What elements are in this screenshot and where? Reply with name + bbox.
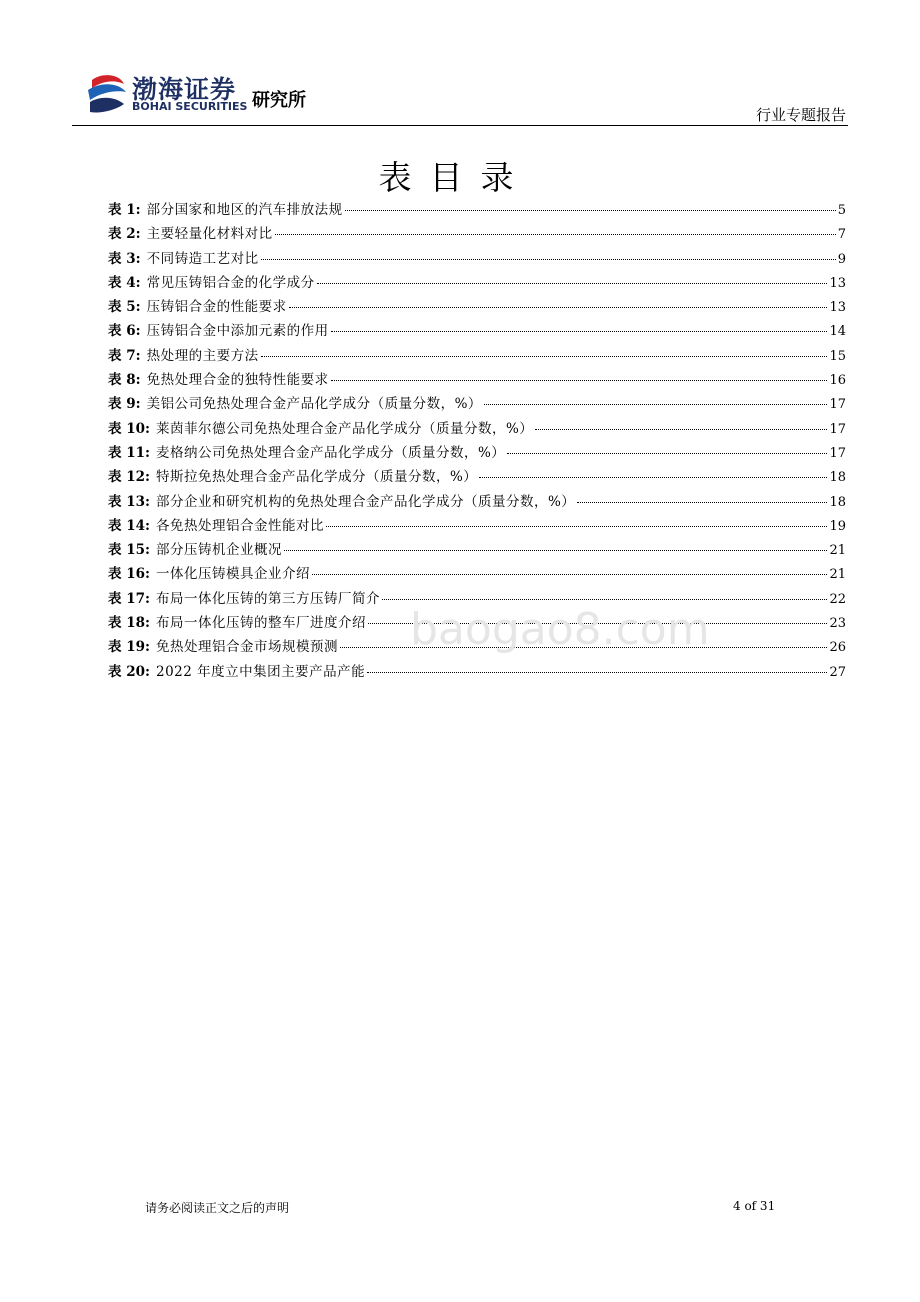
toc-entry-title[interactable]: 部分国家和地区的汽车排放法规 [146,202,343,218]
toc-leader-dots [331,330,828,332]
toc-entry-title[interactable]: 2022 年度立中集团主要产品产能 [155,663,366,680]
toc-entry[interactable] [108,368,846,392]
toc-entry[interactable] [108,660,846,684]
toc-entry-label: 表 19: [108,639,150,656]
toc-entry-label: 表 17: [108,590,150,607]
toc-entry-label: 表 13: [108,493,150,510]
toc-entry-title[interactable]: 各免热处理铝合金性能对比 [155,517,324,534]
company-logo [86,70,346,120]
toc-entry-title[interactable]: 免热处理合金的独特性能要求 [146,372,329,389]
watermark: baogao8.com [410,604,710,655]
table-of-tables [108,198,846,684]
toc-entry[interactable] [108,441,846,465]
footer-disclaimer: 请务必阅读正文之后的声明 [145,1201,290,1215]
toc-entry-label: 表 6: [108,323,141,340]
toc-leader-dots [340,646,827,648]
toc-entry-label: 表 15: [108,542,150,559]
toc-entry-title[interactable]: 布局一体化压铸的第三方压铸厂简介 [155,590,380,607]
toc-entry[interactable] [108,587,846,611]
toc-leader-dots [382,598,827,600]
toc-leader-dots [261,258,836,260]
toc-leader-dots [367,671,827,673]
toc-entry-label: 表 18: [108,615,150,632]
toc-leader-dots [484,403,828,405]
toc-entry-label: 表 9: [108,396,141,413]
toc-entry[interactable] [108,514,846,538]
institute-name: 研究所 [252,90,306,111]
toc-entry-page[interactable]: 17 [829,445,846,461]
toc-entry-title[interactable]: 麦格纳公司免热处理合金产品化学成分（质量分数，%） [155,444,506,461]
toc-entry[interactable] [108,611,846,635]
toc-entry[interactable] [108,465,846,489]
toc-leader-dots [317,282,828,284]
toc-entry-page[interactable]: 17 [829,397,846,413]
toc-entry-label: 表 7: [108,347,141,364]
toc-entry-label: 表 16: [108,566,150,583]
toc-entry-page[interactable]: 18 [829,494,846,510]
toc-entry[interactable] [108,319,846,343]
toc-entry[interactable] [108,344,846,368]
toc-entry-label: 表 14: [108,517,150,534]
toc-entry-title[interactable]: 压铸铝合金的性能要求 [146,299,287,316]
toc-leader-dots [312,573,827,575]
toc-entry-page[interactable]: 15 [829,348,846,364]
toc-entry-page[interactable]: 13 [829,275,846,291]
toc-entry-title[interactable]: 布局一体化压铸的整车厂进度介绍 [155,615,366,632]
toc-entry-title[interactable]: 一体化压铸模具企业介绍 [155,566,310,583]
toc-leader-dots [331,379,828,381]
header-divider [72,125,848,126]
toc-entry[interactable] [108,198,846,222]
toc-entry[interactable] [108,392,846,416]
toc-leader-dots [507,452,827,454]
toc-entry-label: 表 3: [108,250,141,267]
toc-entry-title[interactable]: 美铝公司免热处理合金产品化学成分（质量分数，%） [146,396,482,413]
toc-entry-label: 表 1: [108,202,141,218]
toc-entry-label: 表 5: [108,299,141,316]
toc-entry[interactable] [108,271,846,295]
toc-entry-page[interactable]: 17 [829,421,846,437]
toc-entry-title[interactable]: 压铸铝合金中添加元素的作用 [146,323,329,340]
toc-entry[interactable] [108,247,846,271]
toc-leader-dots [479,476,827,478]
toc-entry-label: 表 2: [108,226,141,243]
toc-entry-page[interactable]: 18 [829,470,846,486]
toc-entry[interactable] [108,635,846,659]
toc-entry-title[interactable]: 部分企业和研究机构的免热处理合金产品化学成分（质量分数，%） [155,493,576,510]
toc-leader-dots [345,209,836,211]
toc-entry-page[interactable]: 13 [829,300,846,316]
company-name-en: BOHAI SECURITIES [132,100,248,113]
toc-entry-title[interactable]: 部分压铸机企业概况 [155,542,282,559]
toc-entry-page[interactable]: 5 [837,203,846,218]
toc-entry-label: 表 10: [108,420,150,437]
toc-entry-title[interactable]: 不同铸造工艺对比 [146,250,259,267]
document-type: 行业专题报告 [755,106,846,124]
toc-leader-dots [535,428,827,430]
toc-entry-page[interactable]: 26 [829,640,846,656]
toc-entry-label: 表 4: [108,274,141,291]
toc-entry[interactable] [108,295,846,319]
toc-entry-title[interactable]: 莱茵菲尔德公司免热处理合金产品化学成分（质量分数，%） [155,420,534,437]
page-title: 表目录 [378,158,532,198]
toc-entry-page[interactable]: 27 [829,664,846,680]
toc-leader-dots [289,306,828,308]
toc-entry[interactable] [108,222,846,246]
toc-entry-page[interactable]: 21 [829,543,846,559]
toc-entry-title[interactable]: 常见压铸铝合金的化学成分 [146,274,315,291]
toc-leader-dots [326,525,827,527]
toc-entry-label: 表 12: [108,469,150,486]
toc-entry-label: 表 8: [108,372,141,389]
toc-entry-page[interactable]: 22 [829,591,846,607]
toc-entry-page[interactable]: 21 [829,567,846,583]
footer-page-number: 4 of 31 [733,1199,776,1213]
toc-entry-label: 表 20: [108,663,150,680]
toc-entry-title[interactable]: 免热处理铝合金市场规模预测 [155,639,338,656]
company-name-cn: 渤海证券 [132,75,237,104]
toc-entry-page[interactable]: 7 [837,227,846,243]
toc-entry-label: 表 11: [108,444,150,461]
toc-entry-page[interactable]: 14 [829,324,846,340]
toc-entry-page[interactable]: 16 [829,373,846,389]
toc-leader-dots [275,233,836,235]
toc-entry[interactable] [108,490,846,514]
toc-entry-page[interactable]: 9 [837,251,846,267]
toc-entry-title[interactable]: 热处理的主要方法 [146,347,259,364]
toc-entry[interactable] [108,562,846,586]
toc-leader-dots [261,355,828,357]
toc-entry-page[interactable]: 19 [829,518,846,534]
bohai-logo-icon [86,72,128,116]
toc-entry[interactable] [108,538,846,562]
toc-entry-page[interactable]: 23 [829,616,846,632]
toc-entry-title[interactable]: 特斯拉免热处理合金产品化学成分（质量分数，%） [155,469,478,486]
toc-entry-title[interactable]: 主要轻量化材料对比 [146,226,273,243]
toc-leader-dots [284,549,827,551]
toc-leader-dots [368,622,827,624]
toc-entry[interactable] [108,417,846,441]
toc-leader-dots [577,501,827,503]
